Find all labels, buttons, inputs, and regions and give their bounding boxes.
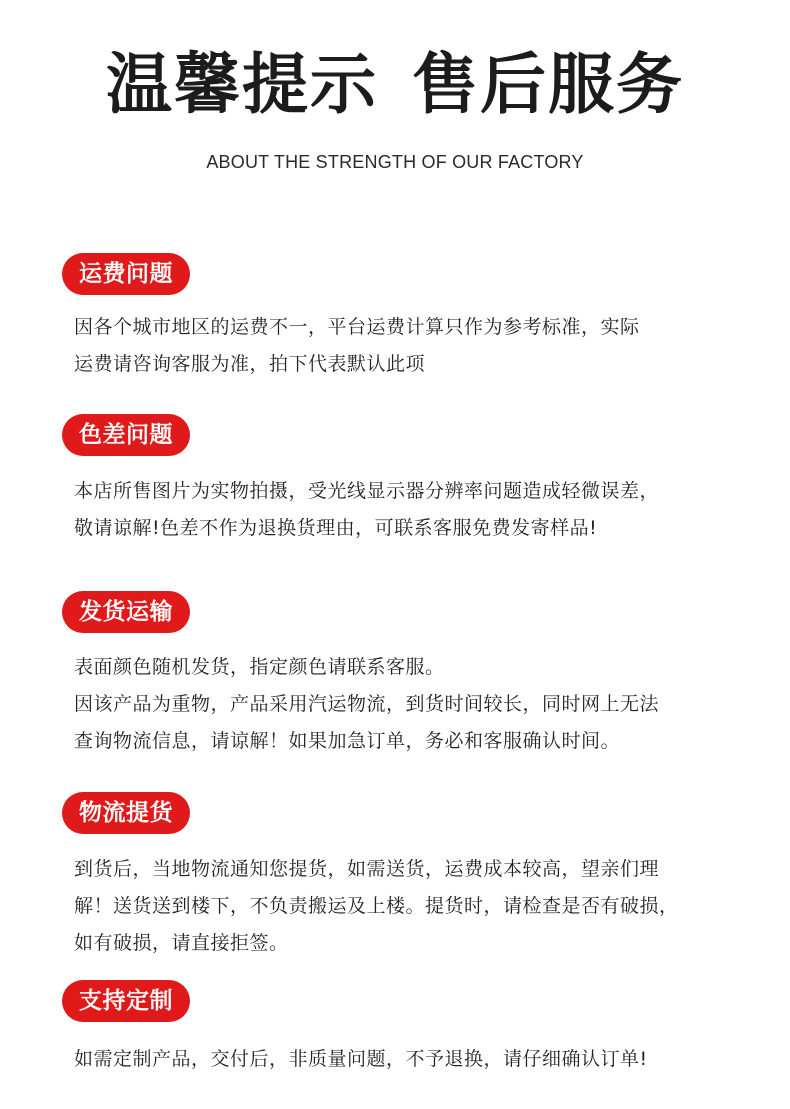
section-body-color-difference <box>62 473 762 547</box>
section-badge-shipping-fee: 运费问题 <box>62 253 190 295</box>
section-line: 运费请咨询客服为准，拍下代表默认此项 <box>74 353 426 375</box>
section-badge-logistics-pickup: 物流提货 <box>62 792 190 834</box>
section-shipping-fee <box>62 253 762 383</box>
section-line: 本店所售图片为实物拍摄，受光线显示器分辨率问题造成轻微误差， <box>74 480 660 502</box>
page-title-left: 温馨提示 <box>106 46 378 123</box>
section-line: 到货后，当地物流通知您提货，如需送货，运费成本较高，望亲们理 <box>74 858 660 880</box>
section-shipping-transport <box>62 591 762 760</box>
section-line: 表面颜色随机发货，指定颜色请联系客服。 <box>74 656 445 678</box>
section-color-difference <box>62 414 762 547</box>
section-badge-shipping-transport: 发货运输 <box>62 591 190 633</box>
section-body-shipping-fee <box>62 309 762 383</box>
section-body-shipping-transport <box>62 649 762 760</box>
section-line: 查询物流信息，请谅解！如果加急订单，务必和客服确认时间。 <box>74 730 621 752</box>
section-body-logistics-pickup <box>62 851 762 962</box>
section-line: 因该产品为重物，产品采用汽运物流，到货时间较长，同时网上无法 <box>74 693 660 715</box>
section-line: 因各个城市地区的运费不一，平台运费计算只作为参考标准，实际 <box>74 316 640 338</box>
section-customization <box>62 980 762 1078</box>
section-logistics-pickup <box>62 792 762 962</box>
section-line: 解！送货送到楼下，不负责搬运及上楼。提货时，请检查是否有破损， <box>74 895 679 917</box>
section-line: 如有破损，请直接拒签。 <box>74 932 289 954</box>
page-title <box>0 40 790 130</box>
section-line: 如需定制产品，交付后，非质量问题，不予退换，请仔细确认订单! <box>74 1048 648 1070</box>
section-badge-color-difference: 色差问题 <box>62 414 190 456</box>
section-badge-customization: 支持定制 <box>62 980 190 1022</box>
page-subtitle: ABOUT THE STRENGTH OF OUR FACTORY <box>206 152 584 172</box>
section-line: 敬请谅解!色差不作为退换货理由，可联系客服免费发寄样品! <box>74 517 598 539</box>
section-body-customization <box>62 1041 762 1078</box>
page-title-right: 售后服务 <box>412 46 684 123</box>
